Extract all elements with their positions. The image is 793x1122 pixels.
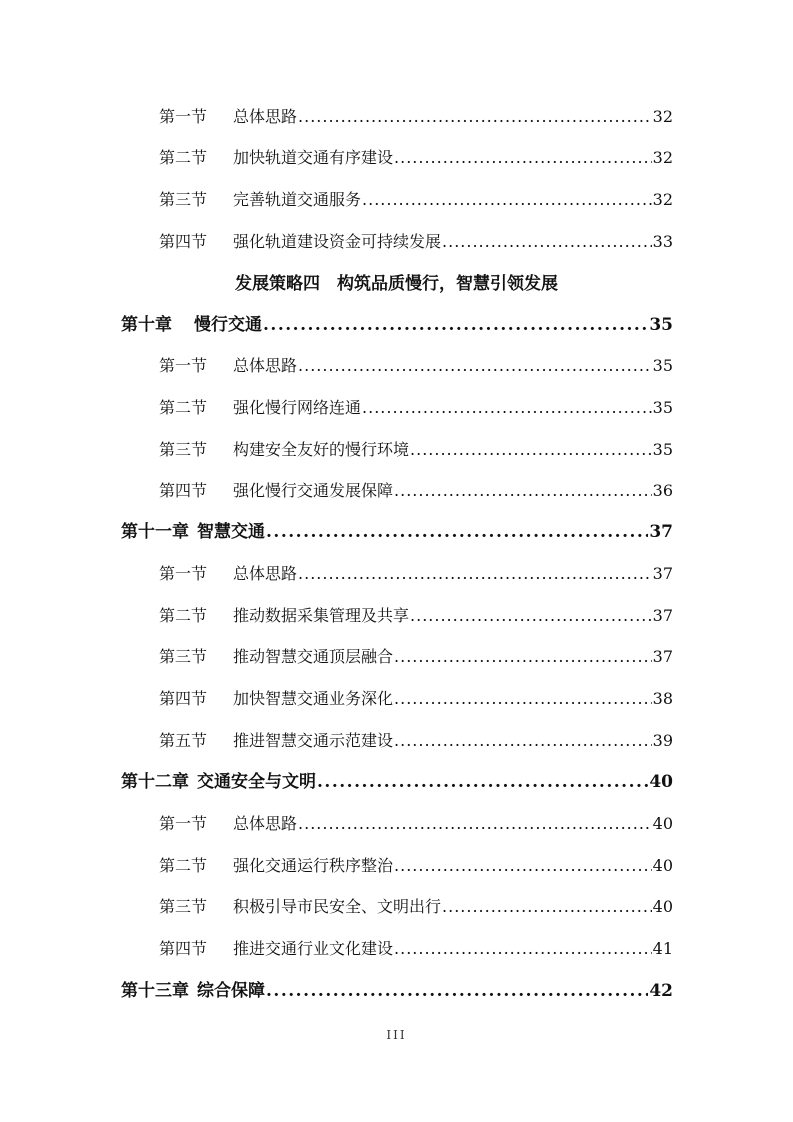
chapter-title: 交通安全与文明 (197, 772, 316, 792)
chapter-title: 智慧交通 (197, 522, 265, 542)
page-number: 40 (649, 772, 673, 792)
dot-leader (298, 560, 652, 588)
section-title: 构建安全友好的慢行环境 (233, 440, 410, 459)
toc-chapter-entry[interactable] (121, 311, 673, 339)
page-number: 41 (652, 939, 673, 958)
toc-section-entry[interactable] (159, 560, 673, 588)
toc-section-entry[interactable] (159, 436, 673, 464)
toc-chapter-entry[interactable] (121, 768, 673, 796)
dot-leader (442, 228, 652, 256)
section-title: 强化轨道建设资金可持续发展 (233, 232, 442, 251)
strategy-heading: 发展策略四 构筑品质慢行，智慧引领发展 (235, 274, 558, 294)
page-number: 32 (652, 190, 673, 209)
section-number: 第二节 (159, 398, 208, 417)
section-title: 加快智慧交通业务深化 (233, 689, 394, 708)
page-number: 37 (652, 564, 673, 583)
toc-section-entry[interactable] (159, 352, 673, 380)
page-number: 40 (652, 856, 673, 875)
toc-section-entry[interactable] (159, 643, 673, 671)
section-title: 推动智慧交通顶层融合 (233, 647, 394, 666)
section-number: 第四节 (159, 939, 208, 958)
section-number: 第四节 (159, 481, 208, 500)
toc-chapter-entry[interactable] (121, 518, 673, 546)
dot-leader (410, 602, 652, 630)
chapter-number: 第十章 (121, 315, 172, 335)
section-title: 加快轨道交通有序建设 (233, 148, 394, 167)
section-number: 第二节 (159, 606, 208, 625)
page-number: 35 (652, 356, 673, 375)
chapter-title: 综合保障 (197, 981, 265, 1001)
dot-leader (362, 186, 652, 214)
section-title: 总体思路 (233, 814, 298, 833)
page-number: 32 (652, 148, 673, 167)
toc-section-entry[interactable] (159, 228, 673, 256)
section-number: 第五节 (159, 731, 208, 750)
section-title: 总体思路 (233, 356, 298, 375)
toc-section-entry[interactable] (159, 477, 673, 505)
section-title: 推进交通行业文化建设 (233, 939, 394, 958)
page-number: 40 (652, 814, 673, 833)
dot-leader (266, 977, 648, 1005)
chapter-number: 第十一章 (121, 522, 189, 542)
page-number: 39 (652, 731, 673, 750)
page-number: 35 (652, 440, 673, 459)
toc-section-entry[interactable] (159, 685, 673, 713)
section-title: 总体思路 (233, 564, 298, 583)
page-number: 35 (652, 398, 673, 417)
section-number: 第四节 (159, 689, 208, 708)
toc-section-entry[interactable] (159, 810, 673, 838)
dot-leader (263, 311, 648, 339)
section-number: 第三节 (159, 647, 208, 666)
chapter-number: 第十三章 (121, 981, 189, 1001)
dot-leader (394, 477, 652, 505)
section-title: 强化慢行交通发展保障 (233, 481, 394, 500)
toc-section-entry[interactable] (159, 893, 673, 921)
toc-section-entry[interactable] (159, 935, 673, 963)
section-number: 第二节 (159, 148, 208, 167)
toc-section-entry[interactable] (159, 144, 673, 172)
section-title: 强化交通运行秩序整治 (233, 856, 394, 875)
section-number: 第一节 (159, 814, 208, 833)
toc-section-entry[interactable] (159, 727, 673, 755)
section-number: 第三节 (159, 897, 208, 916)
section-title: 完善轨道交通服务 (233, 190, 362, 209)
page-number: 33 (652, 232, 673, 251)
toc-section-entry[interactable] (159, 103, 673, 131)
dot-leader (410, 436, 652, 464)
dot-leader (394, 935, 652, 963)
section-title: 推动数据采集管理及共享 (233, 606, 410, 625)
section-number: 第三节 (159, 440, 208, 459)
chapter-number: 第十二章 (121, 772, 189, 792)
page-number: 40 (652, 897, 673, 916)
chapter-title: 慢行交通 (194, 315, 262, 335)
dot-leader (298, 103, 652, 131)
section-title: 强化慢行网络连通 (233, 398, 362, 417)
page-number: 37 (652, 606, 673, 625)
section-title: 积极引导市民安全、文明出行 (233, 897, 442, 916)
section-number: 第三节 (159, 190, 208, 209)
page-number: 32 (652, 107, 673, 126)
dot-leader (394, 685, 652, 713)
dot-leader (298, 810, 652, 838)
toc-section-entry[interactable] (159, 186, 673, 214)
page-number: 38 (652, 689, 673, 708)
section-title: 推进智慧交通示范建设 (233, 731, 394, 750)
toc-section-entry[interactable] (159, 852, 673, 880)
section-number: 第二节 (159, 856, 208, 875)
page-number: 37 (652, 647, 673, 666)
page-number: 36 (652, 481, 673, 500)
dot-leader (362, 394, 652, 422)
page-number: 37 (649, 522, 673, 542)
section-number: 第一节 (159, 564, 208, 583)
section-number: 第一节 (159, 107, 208, 126)
dot-leader (394, 852, 652, 880)
dot-leader (394, 727, 652, 755)
dot-leader (394, 643, 652, 671)
dot-leader (394, 144, 652, 172)
section-number: 第四节 (159, 232, 208, 251)
page-number: 35 (649, 315, 673, 335)
section-number: 第一节 (159, 356, 208, 375)
section-title: 总体思路 (233, 107, 298, 126)
dot-leader (298, 352, 652, 380)
page-number: 42 (649, 981, 673, 1001)
dot-leader (442, 893, 652, 921)
toc-section-entry[interactable] (159, 394, 673, 422)
toc-chapter-entry[interactable] (121, 977, 673, 1005)
page-footer-number: III (386, 1028, 407, 1042)
dot-leader (266, 518, 648, 546)
dot-leader (317, 768, 648, 796)
toc-section-entry[interactable] (159, 602, 673, 630)
